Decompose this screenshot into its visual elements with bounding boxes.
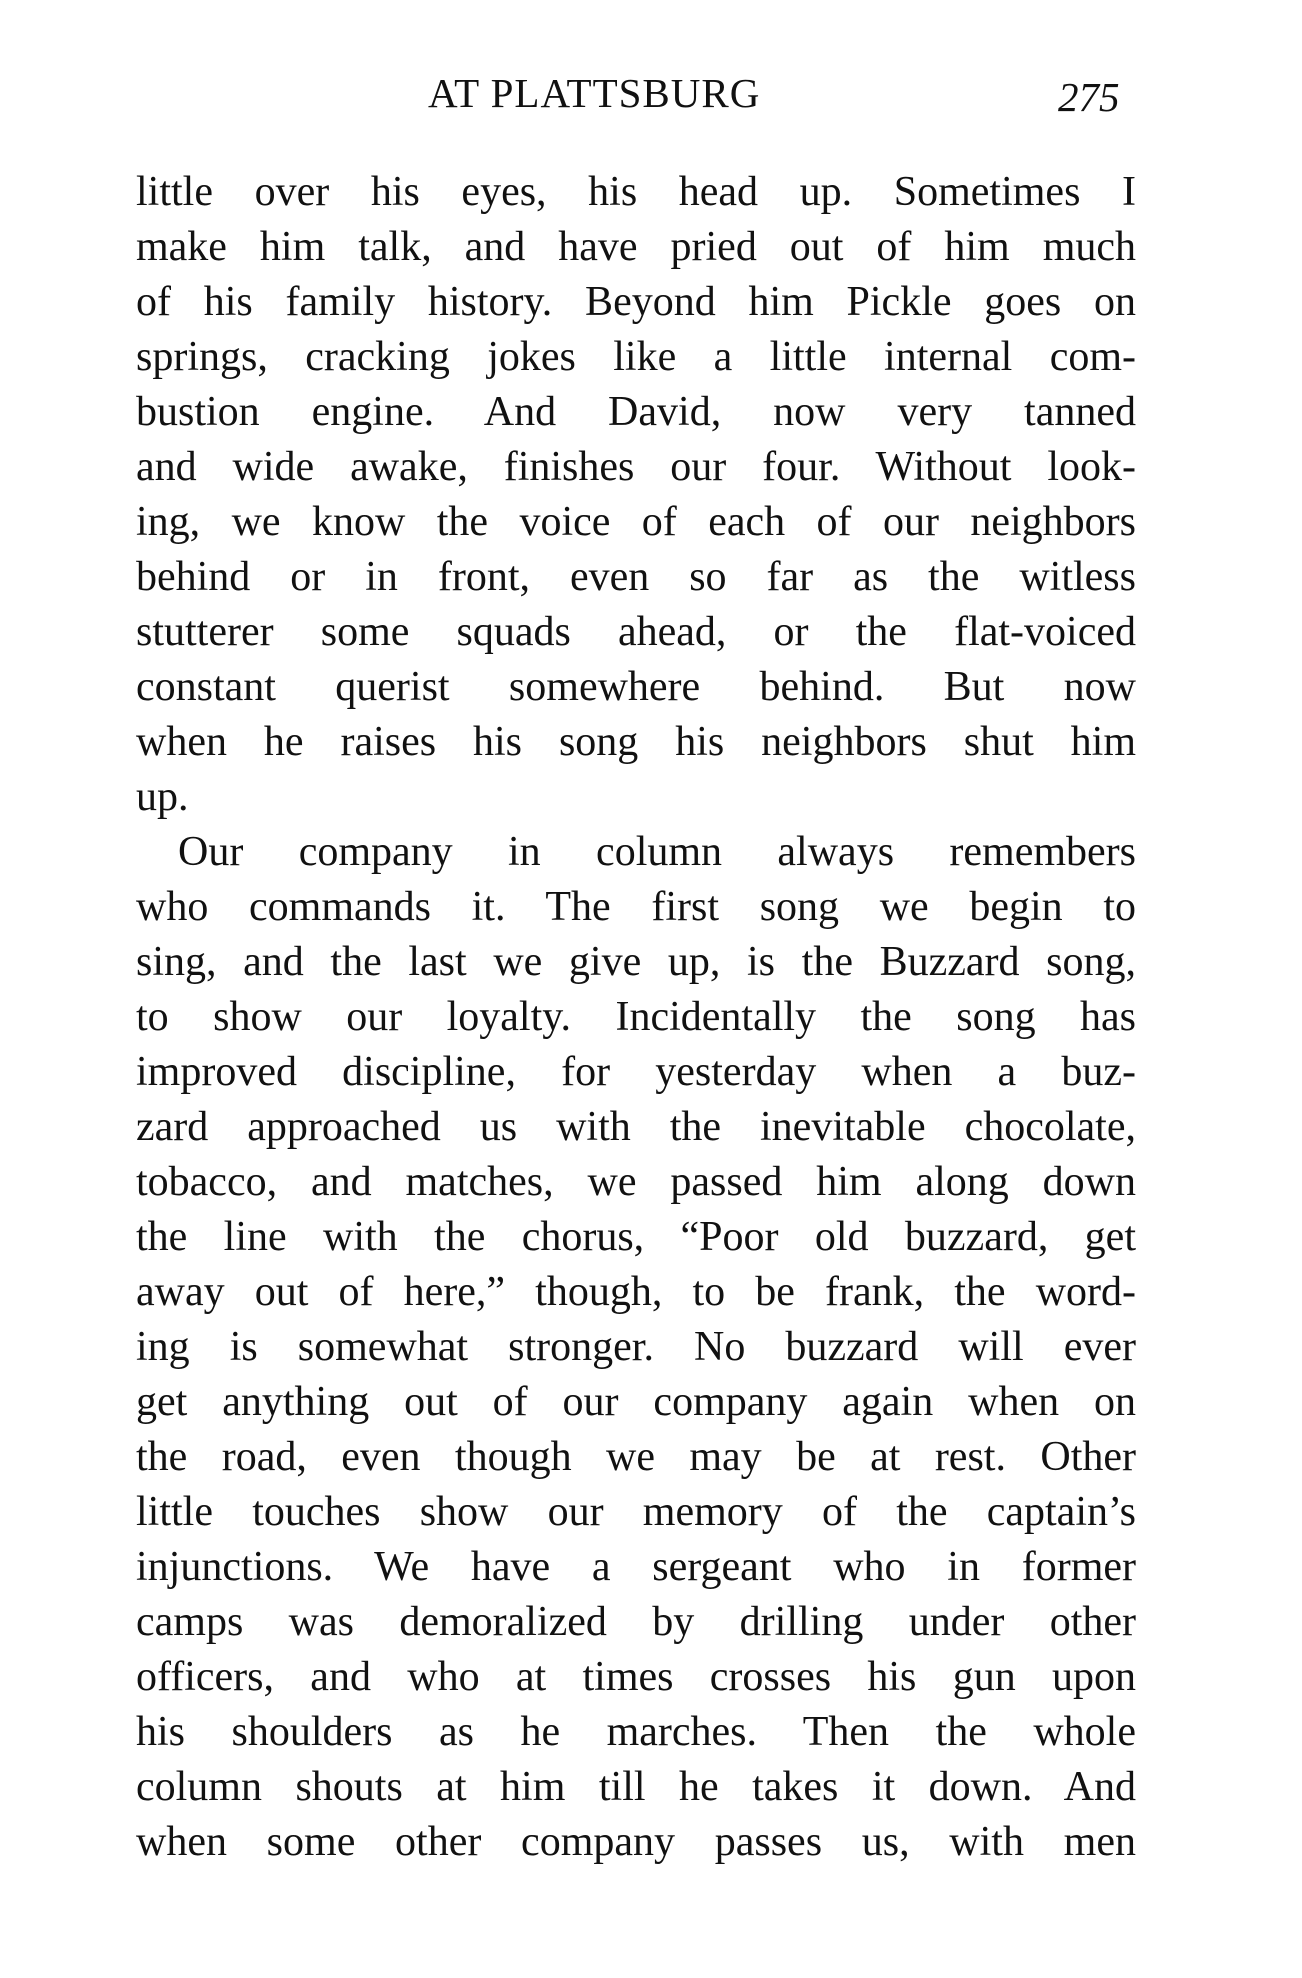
text-line: ing, we know the voice of each of our neighbors (136, 499, 1136, 545)
text-line: to show our loyalty. Incidentally the song has (136, 994, 1136, 1040)
running-head (0, 62, 1302, 122)
text-line: constant querist somewhere behind. But now (136, 664, 1136, 710)
text-line: officers, and who at times crosses his gun upon (136, 1654, 1136, 1700)
text-line: zard approached us with the inevitable chocolate, (136, 1104, 1136, 1150)
text-line: tobacco, and matches, we passed him along down (136, 1159, 1136, 1205)
text-line: improved discipline, for yesterday when a buz- (136, 1049, 1136, 1095)
text-line: when he raises his song his neighbors shut him (136, 719, 1136, 765)
text-line: who commands it. The first song we begin to (136, 884, 1136, 930)
text-line: behind or in front, even so far as the witless (136, 554, 1136, 600)
text-line: Our company in column always remembers (178, 829, 1136, 875)
text-line: bustion engine. And David, now very tanned (136, 389, 1136, 435)
text-line: sing, and the last we give up, is the Buzzard song, (136, 939, 1136, 985)
text-line: stutterer some squads ahead, or the flat-voiced (136, 609, 1136, 655)
text-line: springs, cracking jokes like a little internal com- (136, 334, 1136, 380)
text-line: the line with the chorus, “Poor old buzzard, get (136, 1214, 1136, 1260)
paragraph (136, 825, 1136, 1870)
text-line: his shoulders as he marches. Then the whole (136, 1709, 1136, 1755)
text-line: little touches show our memory of the captain’s (136, 1489, 1136, 1535)
text-line: column shouts at him till he takes it down. And (136, 1764, 1136, 1810)
text-line: little over his eyes, his head up. Sometimes I (136, 169, 1136, 215)
page-body (136, 165, 1136, 1870)
text-line: make him talk, and have pried out of him much (136, 224, 1136, 270)
text-line: injunctions. We have a sergeant who in former (136, 1544, 1136, 1590)
text-line: up. (136, 774, 189, 820)
text-line: and wide awake, finishes our four. Without look- (136, 444, 1136, 490)
page-number: 275 (1058, 74, 1120, 120)
running-title: AT PLATTSBURG (428, 70, 761, 116)
text-line: when some other company passes us, with men (136, 1819, 1136, 1865)
text-line: away out of here,” though, to be frank, the word- (136, 1269, 1136, 1315)
paragraph (136, 165, 1136, 825)
text-line: camps was demoralized by drilling under other (136, 1599, 1136, 1645)
text-line: get anything out of our company again when on (136, 1379, 1136, 1425)
text-line: the road, even though we may be at rest. Other (136, 1434, 1136, 1480)
text-line: of his family history. Beyond him Pickle goes on (136, 279, 1136, 325)
text-line: ing is somewhat stronger. No buzzard will ever (136, 1324, 1136, 1370)
